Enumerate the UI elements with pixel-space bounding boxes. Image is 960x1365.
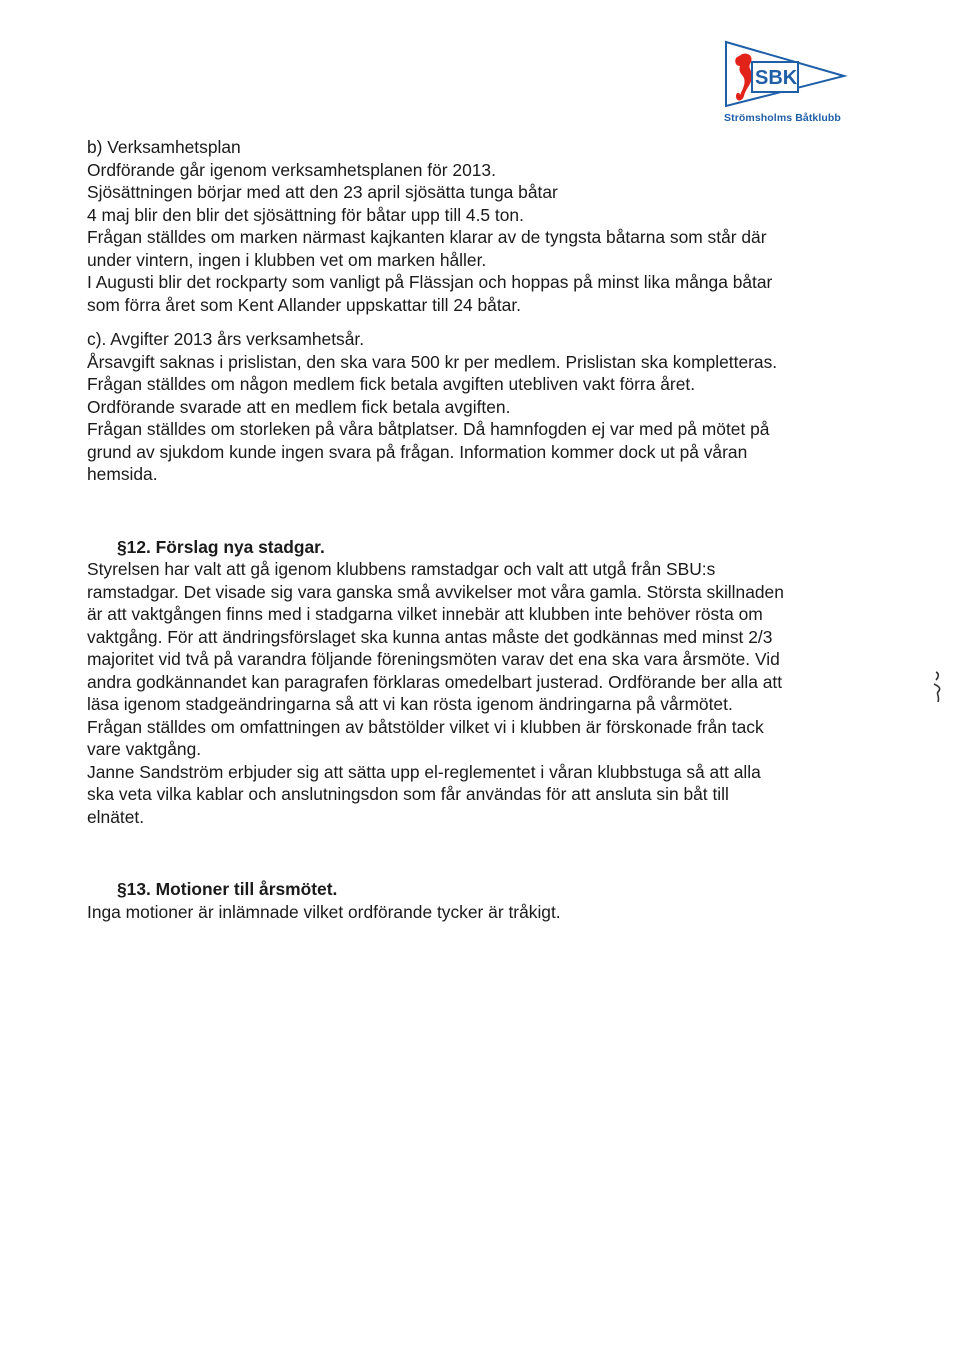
- document-body: [87, 136, 887, 923]
- paragraph-line: hemsida.: [87, 464, 158, 484]
- section-heading: §13. Motioner till årsmötet.: [117, 879, 338, 899]
- paragraph-line: Frågan ställdes om storleken på våra båtplatser. Då hamnfogden ej var med på mötet på: [87, 419, 770, 439]
- paragraph-line: Frågan ställdes om marken närmast kajkanten klarar av de tyngsta båtarna som står där: [87, 227, 767, 247]
- paragraph-line: Årsavgift saknas i prislistan, den ska vara 500 kr per medlem. Prislistan ska kompletteras.: [87, 351, 778, 372]
- paragraph-line: I Augusti blir det rockparty som vanligt på Flässjan och hoppas på minst lika många båtar: [87, 272, 773, 292]
- paragraph-line: under vintern, ingen i klubben vet om marken håller.: [87, 249, 487, 270]
- paragraph-line: Sjösättningen börjar med att den 23 april sjösätta tunga båtar: [87, 182, 558, 202]
- paragraph-line: Janne Sandström erbjuder sig att sätta upp el-reglementet i våran klubbstuga så att alla: [87, 761, 761, 782]
- section-c: [87, 328, 887, 486]
- paragraph-line: vaktgång. För att ändringsförslaget ska kunna antas måste det godkännas med minst 2/3: [87, 626, 773, 647]
- section-12: [87, 536, 887, 829]
- paragraph-line: Frågan ställdes om någon medlem fick betala avgiften utebliven vakt förra året.: [87, 374, 696, 394]
- paragraph-line: Ordförande svarade att en medlem fick betala avgiften.: [87, 396, 511, 417]
- paragraph-line: är att vaktgången finns med i stadgarna vilket innebär att klubben inte behöver rösta om: [87, 604, 763, 624]
- paragraph-line: andra godkännandet kan paragrafen förklaras omedelbart justerad. Ordförande ber alla att: [87, 671, 783, 692]
- paragraph-line: ramstadgar. Det visade sig vara ganska små avvikelser mot våra gamla. Största skillnaden: [87, 581, 784, 602]
- paragraph-line: grund av sjukdom kunde ingen svara på frågan. Information kommer dock ut på våran: [87, 441, 748, 462]
- section-title: c). Avgifter 2013 års verksamhetsår.: [87, 329, 365, 349]
- paragraph-line: Inga motioner är inlämnade vilket ordförande tycker är tråkigt.: [87, 901, 561, 922]
- paragraph-line: majoritet vid två på varandra följande föreningsmöten varav det ena ska vara årsmöte. Vid: [87, 649, 780, 669]
- section-heading: §12. Förslag nya stadgar.: [117, 536, 325, 557]
- paragraph-line: Styrelsen har valt att gå igenom klubbens ramstadgar och valt att utgå från SBU:s: [87, 559, 716, 579]
- paragraph-line: Ordförande går igenom verksamhetsplanen för 2013.: [87, 159, 496, 180]
- paragraph-line: elnätet.: [87, 806, 145, 827]
- section-13: [87, 878, 887, 923]
- club-name: Strömsholms Båtklubb: [724, 112, 841, 124]
- paragraph-line: Frågan ställdes om omfattningen av båtstölder vilket vi i klubben är förskonade från tack: [87, 716, 764, 737]
- flag-text: SBK: [755, 67, 798, 89]
- paragraph-line: läsa igenom stadgeändringarna så att vi kan rösta igenom ändringarna på vårmötet.: [87, 694, 733, 714]
- sbk-flag-icon: [722, 40, 882, 120]
- paragraph-line: som förra året som Kent Allander uppskattar till 24 båtar.: [87, 294, 522, 315]
- paragraph-line: 4 maj blir den blir det sjösättning för båtar upp till 4.5 ton.: [87, 204, 524, 225]
- paragraph-line: ska veta vilka kablar och anslutningsdon som får användas för att ansluta sin båt till: [87, 784, 729, 804]
- section-title: b) Verksamhetsplan: [87, 137, 241, 157]
- scan-mark-icon: [928, 668, 948, 708]
- paragraph-line: vare vaktgång.: [87, 739, 202, 759]
- section-b: [87, 136, 887, 316]
